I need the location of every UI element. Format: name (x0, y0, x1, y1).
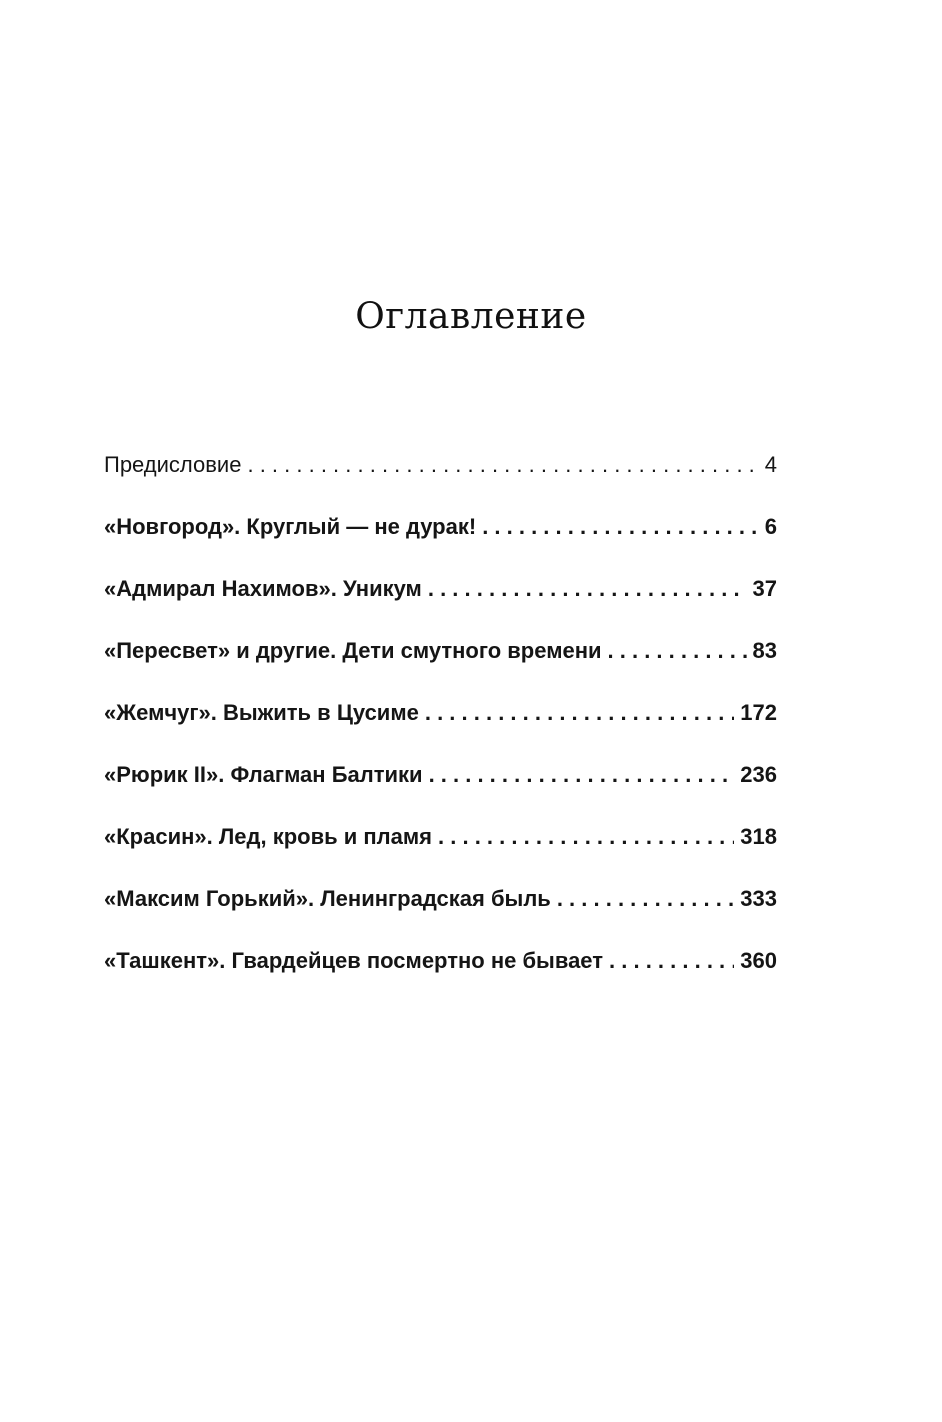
toc-entry-title: «Красин». Лед, кровь и пламя (104, 824, 433, 849)
toc-entry-title: «Жемчуг». Выжить в Цусиме (104, 700, 419, 725)
toc-entry[interactable] (104, 755, 777, 817)
dot-leader (425, 693, 734, 733)
dot-leader (609, 941, 734, 981)
toc-entry-page: 6 (764, 514, 777, 539)
toc-entry-title: «Максим Горький». Ленинградская быль (104, 886, 551, 911)
page-title: Оглавление (355, 296, 587, 337)
toc-entry-page: 333 (740, 886, 777, 911)
toc-entry[interactable] (104, 631, 777, 693)
dot-leader (557, 879, 734, 919)
toc-entry-title: «Ташкент». Гвардейцев посмертно не бывает (104, 948, 604, 973)
dot-leader (438, 817, 734, 857)
toc-entry-title: «Адмирал Нахимов». Уникум (104, 576, 422, 601)
toc-entry[interactable] (104, 507, 777, 569)
toc-entry-page: 360 (740, 948, 777, 973)
toc-entry[interactable] (104, 879, 777, 941)
toc-entry[interactable] (104, 817, 777, 879)
dot-leader (428, 569, 747, 609)
table-of-contents (104, 445, 777, 1003)
toc-entry-page: 83 (752, 638, 777, 663)
dot-leader (482, 507, 759, 547)
toc-entry[interactable] (104, 445, 777, 507)
dot-leader (247, 445, 758, 485)
toc-entry-page: 172 (740, 700, 777, 725)
toc-entry-page: 236 (740, 762, 777, 787)
toc-entry-page: 4 (764, 452, 777, 477)
dot-leader (429, 755, 735, 795)
toc-entry-page: 318 (740, 824, 777, 849)
toc-entry-title: «Пересвет» и другие. Дети смутного времени (104, 638, 602, 663)
toc-entry[interactable] (104, 569, 777, 631)
toc-entry-title: «Новгород». Круглый — не дурак! (104, 514, 477, 539)
toc-entry[interactable] (104, 941, 777, 1003)
dot-leader (608, 631, 747, 671)
toc-entry-title: Предисловие (104, 452, 242, 477)
toc-entry[interactable] (104, 693, 777, 755)
toc-entry-page: 37 (752, 576, 777, 601)
toc-entry-title: «Рюрик II». Флагман Балтики (104, 762, 423, 787)
